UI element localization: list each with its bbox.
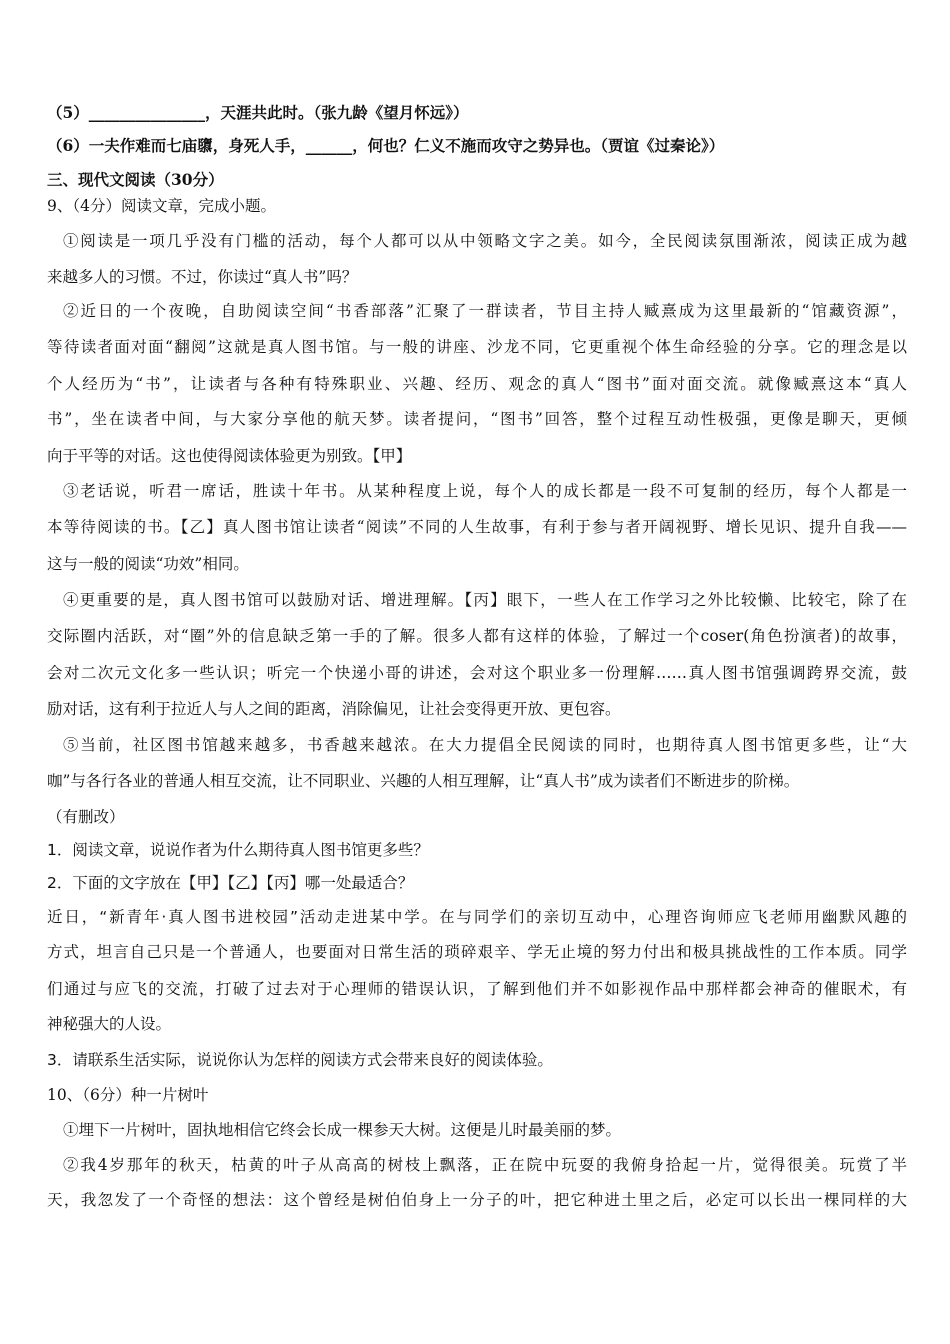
passage-line: 天，我忽发了一个奇怪的想法：这个曾经是树伯伯身上一分子的叶，把它种进土里之后，必定可以长出一棵同样的大 [47,1191,907,1209]
passage-line: 咖”与各行各业的普通人相互交流，让不同职业、兴趣的人相互理解，让“真人书”成为读者们不断进步的阶梯。 [47,772,800,790]
passage-line: ④更重要的是，真人图书馆可以鼓励对话、增进理解。【丙】眼下，一些人在工作学习之外比较懒、比较宅，除了在 [63,591,907,609]
sub-question-2: 2．下面的文字放在【甲】【乙】【丙】哪一处最适合？ [47,874,414,892]
passage-line: 本等待阅读的书。【乙】真人图书馆让读者“阅读”不同的人生故事，有利于参与者开阔视野、增长见识、提升自我—— [47,518,907,536]
item-5: （5）_______________，天涯共此时。（张九龄《望月怀远》） [47,103,469,122]
passage-line: ①埋下一片树叶，固执地相信它终会长成一棵参天大树。这便是儿时最美丽的梦。 [63,1121,622,1139]
excerpt-line: 方式，坦言自己只是一个普通人，也要面对日常生活的琐碎艰辛、学无止境的努力付出和极具挑战性的工作本质。同学 [47,943,907,961]
section-heading: 三、现代文阅读（30分） [47,170,224,189]
excerpt-line: 们通过与应飞的交流，打破了过去对于心理师的错误认识，了解到他们并不如影视作品中那样都会神奇的催眠术，有 [47,980,907,998]
sub-question-3: 3．请联系生活实际，说说你认为怎样的阅读方式会带来良好的阅读体验。 [47,1051,553,1069]
passage-line: 来越多人的习惯。不过，你读过“真人书”吗？ [47,268,358,286]
passage-line: 交际圈内活跃，对“圈”外的信息缺乏第一手的了解。很多人都有这样的体验，了解过一个coser(角色扮演者)的故事， [47,627,907,645]
passage-line: 会对二次元文化多一些认识；听完一个快递小哥的讲述，会对这个职业多一份理解……真人图书馆强调跨界交流，鼓 [47,664,907,682]
passage-line: ②我4岁那年的秋天，枯黄的叶子从高高的树枝上飘落，正在院中玩耍的我俯身拾起一片，觉得很美。玩赏了半 [63,1156,907,1174]
passage-line: ③老话说，听君一席话，胜读十年书。从某种程度上说，每个人的成长都是一段不可复制的经历，每个人都是一 [63,482,907,500]
passage-line: 这与一般的阅读“功效”相同。 [47,555,249,573]
passage-line: 向于平等的对话。这也使得阅读体验更为别致。【甲】 [47,447,412,465]
excerpt-line: 近日，“新青年·真人图书进校园”活动走进某中学。在与同学们的亲切互动中，心理咨询师应飞老师用幽默风趣的 [47,908,907,926]
question-10-intro: 10、（6分）种一片树叶 [47,1086,209,1104]
passage-line: ②近日的一个夜晚，自助阅读空间“书香部落”汇聚了一群读者，节目主持人臧熹成为这里最新的“馆藏资源”， [63,302,907,320]
passage-line: ①阅读是一项几乎没有门槛的活动，每个人都可以从中领略文字之美。如今，全民阅读氛围渐浓，阅读正成为越 [63,232,907,250]
sub-question-1: 1．阅读文章，说说作者为什么期待真人图书馆更多些？ [47,841,429,859]
item-6: （6）一夫作难而七庙隳，身死人手，______，何也？仁义不施而攻守之势异也。（贾谊《过秦论》） [47,136,725,155]
excerpt-line: 神秘强大的人设。 [47,1015,172,1033]
passage-line: 书”，坐在读者中间，与大家分享他的航天梦。读者提问，“图书”回答，整个过程互动性极强，更像是聊天，更倾 [47,410,907,428]
passage-line: 个人经历为“书”，让读者与各种有特殊职业、兴趣、经历、观念的真人“图书”面对面交流。就像臧熹这本“真人 [47,375,907,393]
passage-line: 等待读者面对面“翻阅”这就是真人图书馆。与一般的讲座、沙龙不同，它更重视个体生命经验的分享。它的理念是以 [47,338,907,356]
passage-line: ⑤当前，社区图书馆越来越多，书香越来越浓。在大力提倡全民阅读的同时，也期待真人图书馆更多些，让“大 [63,736,907,754]
question-9-intro: 9、（4分）阅读文章，完成小题。 [47,197,276,215]
source-note: （有删改） [47,808,125,826]
passage-line: 励对话，这有利于拉近人与人之间的距离，消除偏见，让社会变得更开放、更包容。 [47,700,621,718]
